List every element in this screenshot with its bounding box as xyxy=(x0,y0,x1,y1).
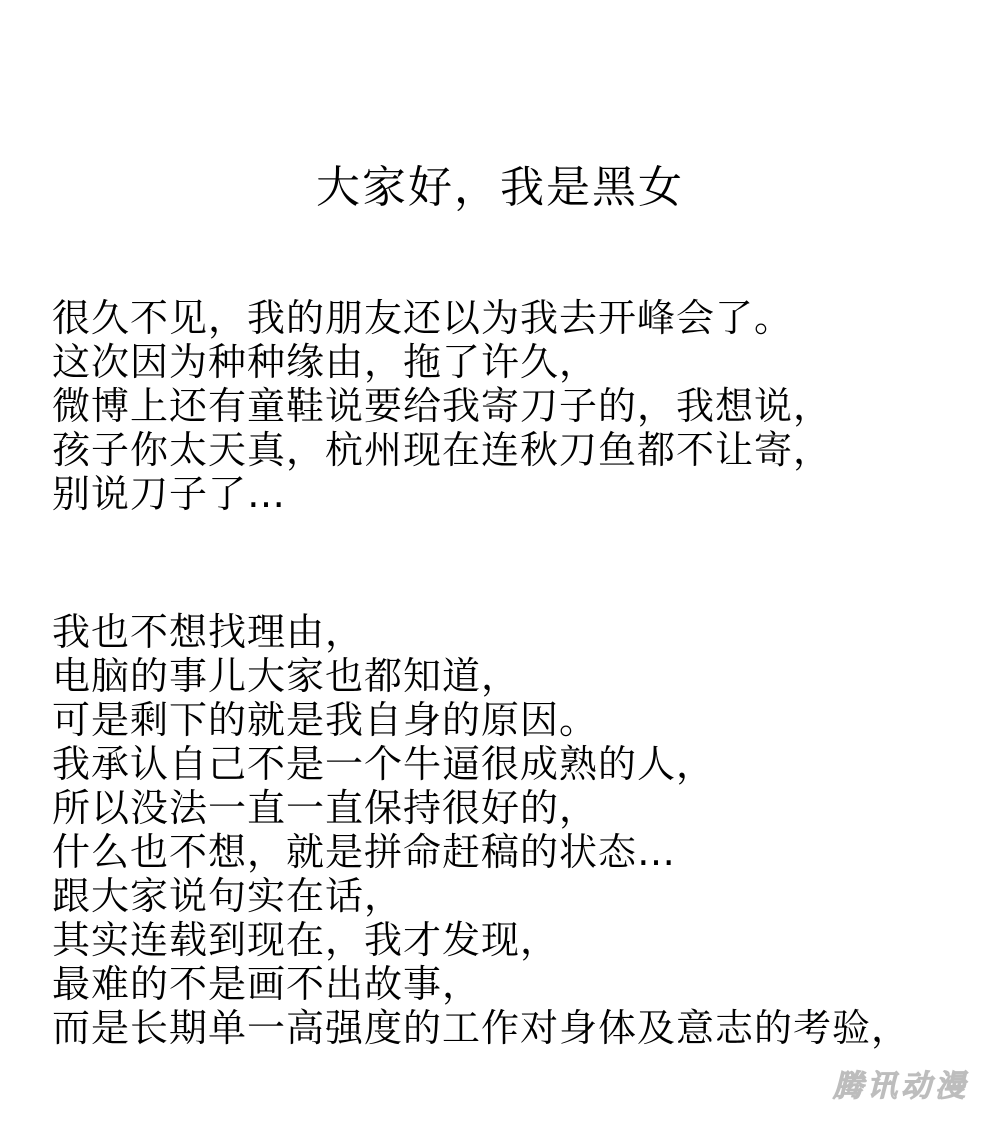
text-line: 电脑的事儿大家也都知道， xyxy=(52,654,521,698)
text-line: 我也不想找理由， xyxy=(52,610,365,654)
paragraph-1 xyxy=(52,296,832,516)
text-line: 什么也不想，就是拼命赶稿的状态… xyxy=(52,830,677,874)
text-line: 所以没法一直一直保持很好的， xyxy=(52,786,599,830)
text-line: 这次因为种种缘由，拖了许久， xyxy=(52,340,599,384)
watermark-logo: 腾讯动漫 xyxy=(833,1069,969,1104)
text-line: 其实连载到现在，我才发现， xyxy=(52,918,560,962)
text-line: 很久不见，我的朋友还以为我去开峰会了。 xyxy=(52,296,794,340)
paragraph-2 xyxy=(52,610,910,1050)
text-line: 跟大家说句实在话， xyxy=(52,874,404,918)
text-line: 最难的不是画不出故事， xyxy=(52,962,482,1006)
text-line: 孩子你太天真，杭州现在连秋刀鱼都不让寄， xyxy=(52,428,833,472)
text-line: 别说刀子了… xyxy=(52,472,287,516)
page-title: 大家好，我是黑女 xyxy=(316,162,684,213)
text-line: 我承认自己不是一个牛逼很成熟的人， xyxy=(52,742,716,786)
text-line: 可是剩下的就是我自身的原因。 xyxy=(52,698,599,742)
text-line: 而是长期单一高强度的工作对身体及意志的考验， xyxy=(52,1006,911,1050)
text-line: 微博上还有童鞋说要给我寄刀子的，我想说， xyxy=(52,384,833,428)
